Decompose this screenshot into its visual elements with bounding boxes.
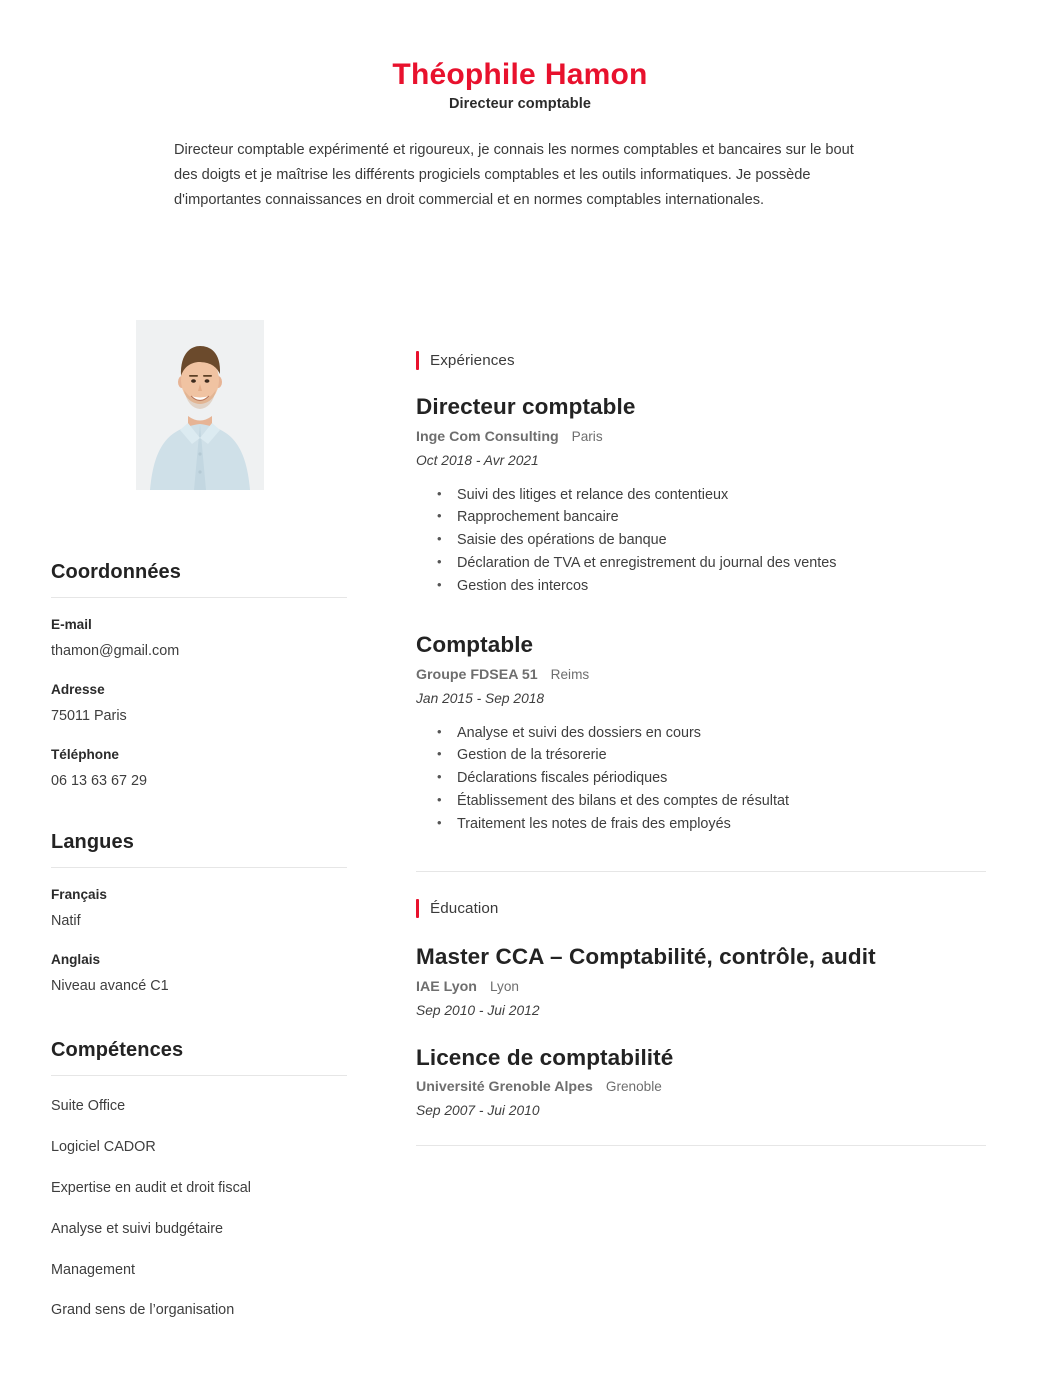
divider	[51, 1075, 347, 1076]
experience-dates: Oct 2018 - Avr 2021	[416, 452, 539, 468]
section-label-experience: Expériences	[430, 352, 515, 369]
education-dates: Sep 2007 - Jui 2010	[416, 1103, 540, 1119]
education-title: Master CCA – Comptabilité, contrôle, audit	[416, 944, 876, 969]
contact-label-address: Adresse	[51, 682, 105, 697]
experience-entry	[416, 632, 988, 836]
experience-entry	[416, 394, 988, 598]
contact-value-phone[interactable]: 06 13 63 67 29	[51, 773, 148, 790]
resume-header	[0, 0, 1040, 112]
education-organization: IAE Lyon	[416, 978, 477, 995]
language-item-french	[51, 885, 351, 933]
list-item: Management	[51, 1261, 135, 1278]
list-item: • Déclaration de TVA et enregistrement du journal des ventes	[437, 553, 988, 575]
education-location: Grenoble	[605, 1079, 662, 1095]
list-item: • Gestion de la trésorerie	[437, 745, 988, 767]
contact-value-address: 75011 Paris	[51, 708, 127, 725]
list-item: • Analyse et suivi des dossiers en cours	[437, 723, 988, 745]
experience-bullet-list	[416, 723, 988, 836]
experience-location: Paris	[571, 428, 603, 444]
list-item: • Rapprochement bancaire	[437, 507, 988, 529]
education-title: Licence de comptabilité	[416, 1044, 674, 1070]
experience-title: Directeur comptable	[416, 394, 636, 419]
education-meta	[416, 1079, 988, 1095]
experience-meta	[416, 667, 988, 683]
education-dates: Sep 2010 - Jui 2012	[416, 1002, 540, 1018]
list-item: • Établissement des bilans et des comptes de résultat	[437, 791, 988, 813]
main-column	[416, 320, 988, 1146]
experience-location: Reims	[550, 666, 590, 682]
contact-item-phone	[51, 745, 351, 793]
experience-meta	[416, 429, 988, 445]
last-name: Hamon	[544, 58, 648, 91]
experience-bullet-list	[416, 485, 988, 598]
candidate-name	[0, 58, 1040, 92]
sidebar-column	[51, 320, 351, 1321]
language-level-french: Natif	[51, 913, 81, 930]
divider	[51, 867, 347, 868]
divider	[416, 1145, 986, 1146]
contact-label-email: E-mail	[51, 617, 92, 632]
list-item: Analyse et suivi budgétaire	[51, 1220, 223, 1237]
sidebar-heading-skills: Compétences	[51, 1039, 184, 1061]
sidebar-section-skills	[51, 1038, 351, 1321]
education-entry	[416, 1045, 988, 1119]
sidebar-section-languages	[51, 830, 351, 998]
accent-bar-icon	[416, 899, 419, 918]
education-meta	[416, 979, 988, 995]
sidebar-heading-languages: Langues	[51, 831, 134, 853]
contact-value-email[interactable]: thamon@gmail.com	[51, 643, 180, 660]
first-name: Théophile	[392, 58, 536, 91]
contact-label-phone: Téléphone	[51, 747, 119, 762]
sidebar-heading-contact: Coordonnées	[51, 561, 181, 583]
experience-organization: Groupe FDSEA 51	[416, 666, 538, 683]
section-header-experience	[416, 351, 988, 370]
profile-summary: Directeur comptable expérimenté et rigoureux, je connais les normes comptables et bancaires sur le bout des doigts et je maîtrise les différents progiciels comptables et les outils informatiques. Je possède d'importantes connaissances en droit commercial et en normes comptables internationales.	[174, 141, 854, 208]
list-item: • Déclarations fiscales périodiques	[437, 768, 988, 790]
divider	[51, 597, 347, 598]
language-label-french: Français	[51, 887, 107, 902]
contact-item-email	[51, 615, 351, 663]
language-level-english: Niveau avancé C1	[51, 978, 169, 995]
list-item: • Suivi des litiges et relance des contentieux	[437, 485, 988, 507]
list-item: Logiciel CADOR	[51, 1138, 156, 1155]
experience-dates: Jan 2015 - Sep 2018	[416, 690, 545, 706]
list-item: • Gestion des intercos	[437, 576, 988, 598]
section-header-education	[416, 899, 988, 918]
list-item: Expertise en audit et droit fiscal	[51, 1179, 251, 1196]
education-organization: Université Grenoble Alpes	[416, 1079, 593, 1096]
sidebar-section-contact	[51, 560, 351, 793]
education-location: Lyon	[489, 978, 519, 994]
candidate-job-title: Directeur comptable	[448, 95, 592, 112]
list-item: Suite Office	[51, 1098, 126, 1114]
language-item-english	[51, 950, 351, 998]
list-item: • Saisie des opérations de banque	[437, 530, 988, 552]
section-label-education: Éducation	[430, 900, 499, 917]
contact-item-address	[51, 680, 351, 728]
education-entry	[416, 944, 988, 1018]
divider	[416, 871, 986, 872]
list-item: • Traitement les notes de frais des employés	[437, 814, 988, 836]
avatar	[136, 320, 264, 490]
experience-title: Comptable	[416, 632, 534, 657]
list-item: Grand sens de l’organisation	[51, 1302, 235, 1319]
experience-organization: Inge Com Consulting	[416, 428, 559, 445]
language-label-english: Anglais	[51, 952, 101, 967]
accent-bar-icon	[416, 351, 419, 370]
